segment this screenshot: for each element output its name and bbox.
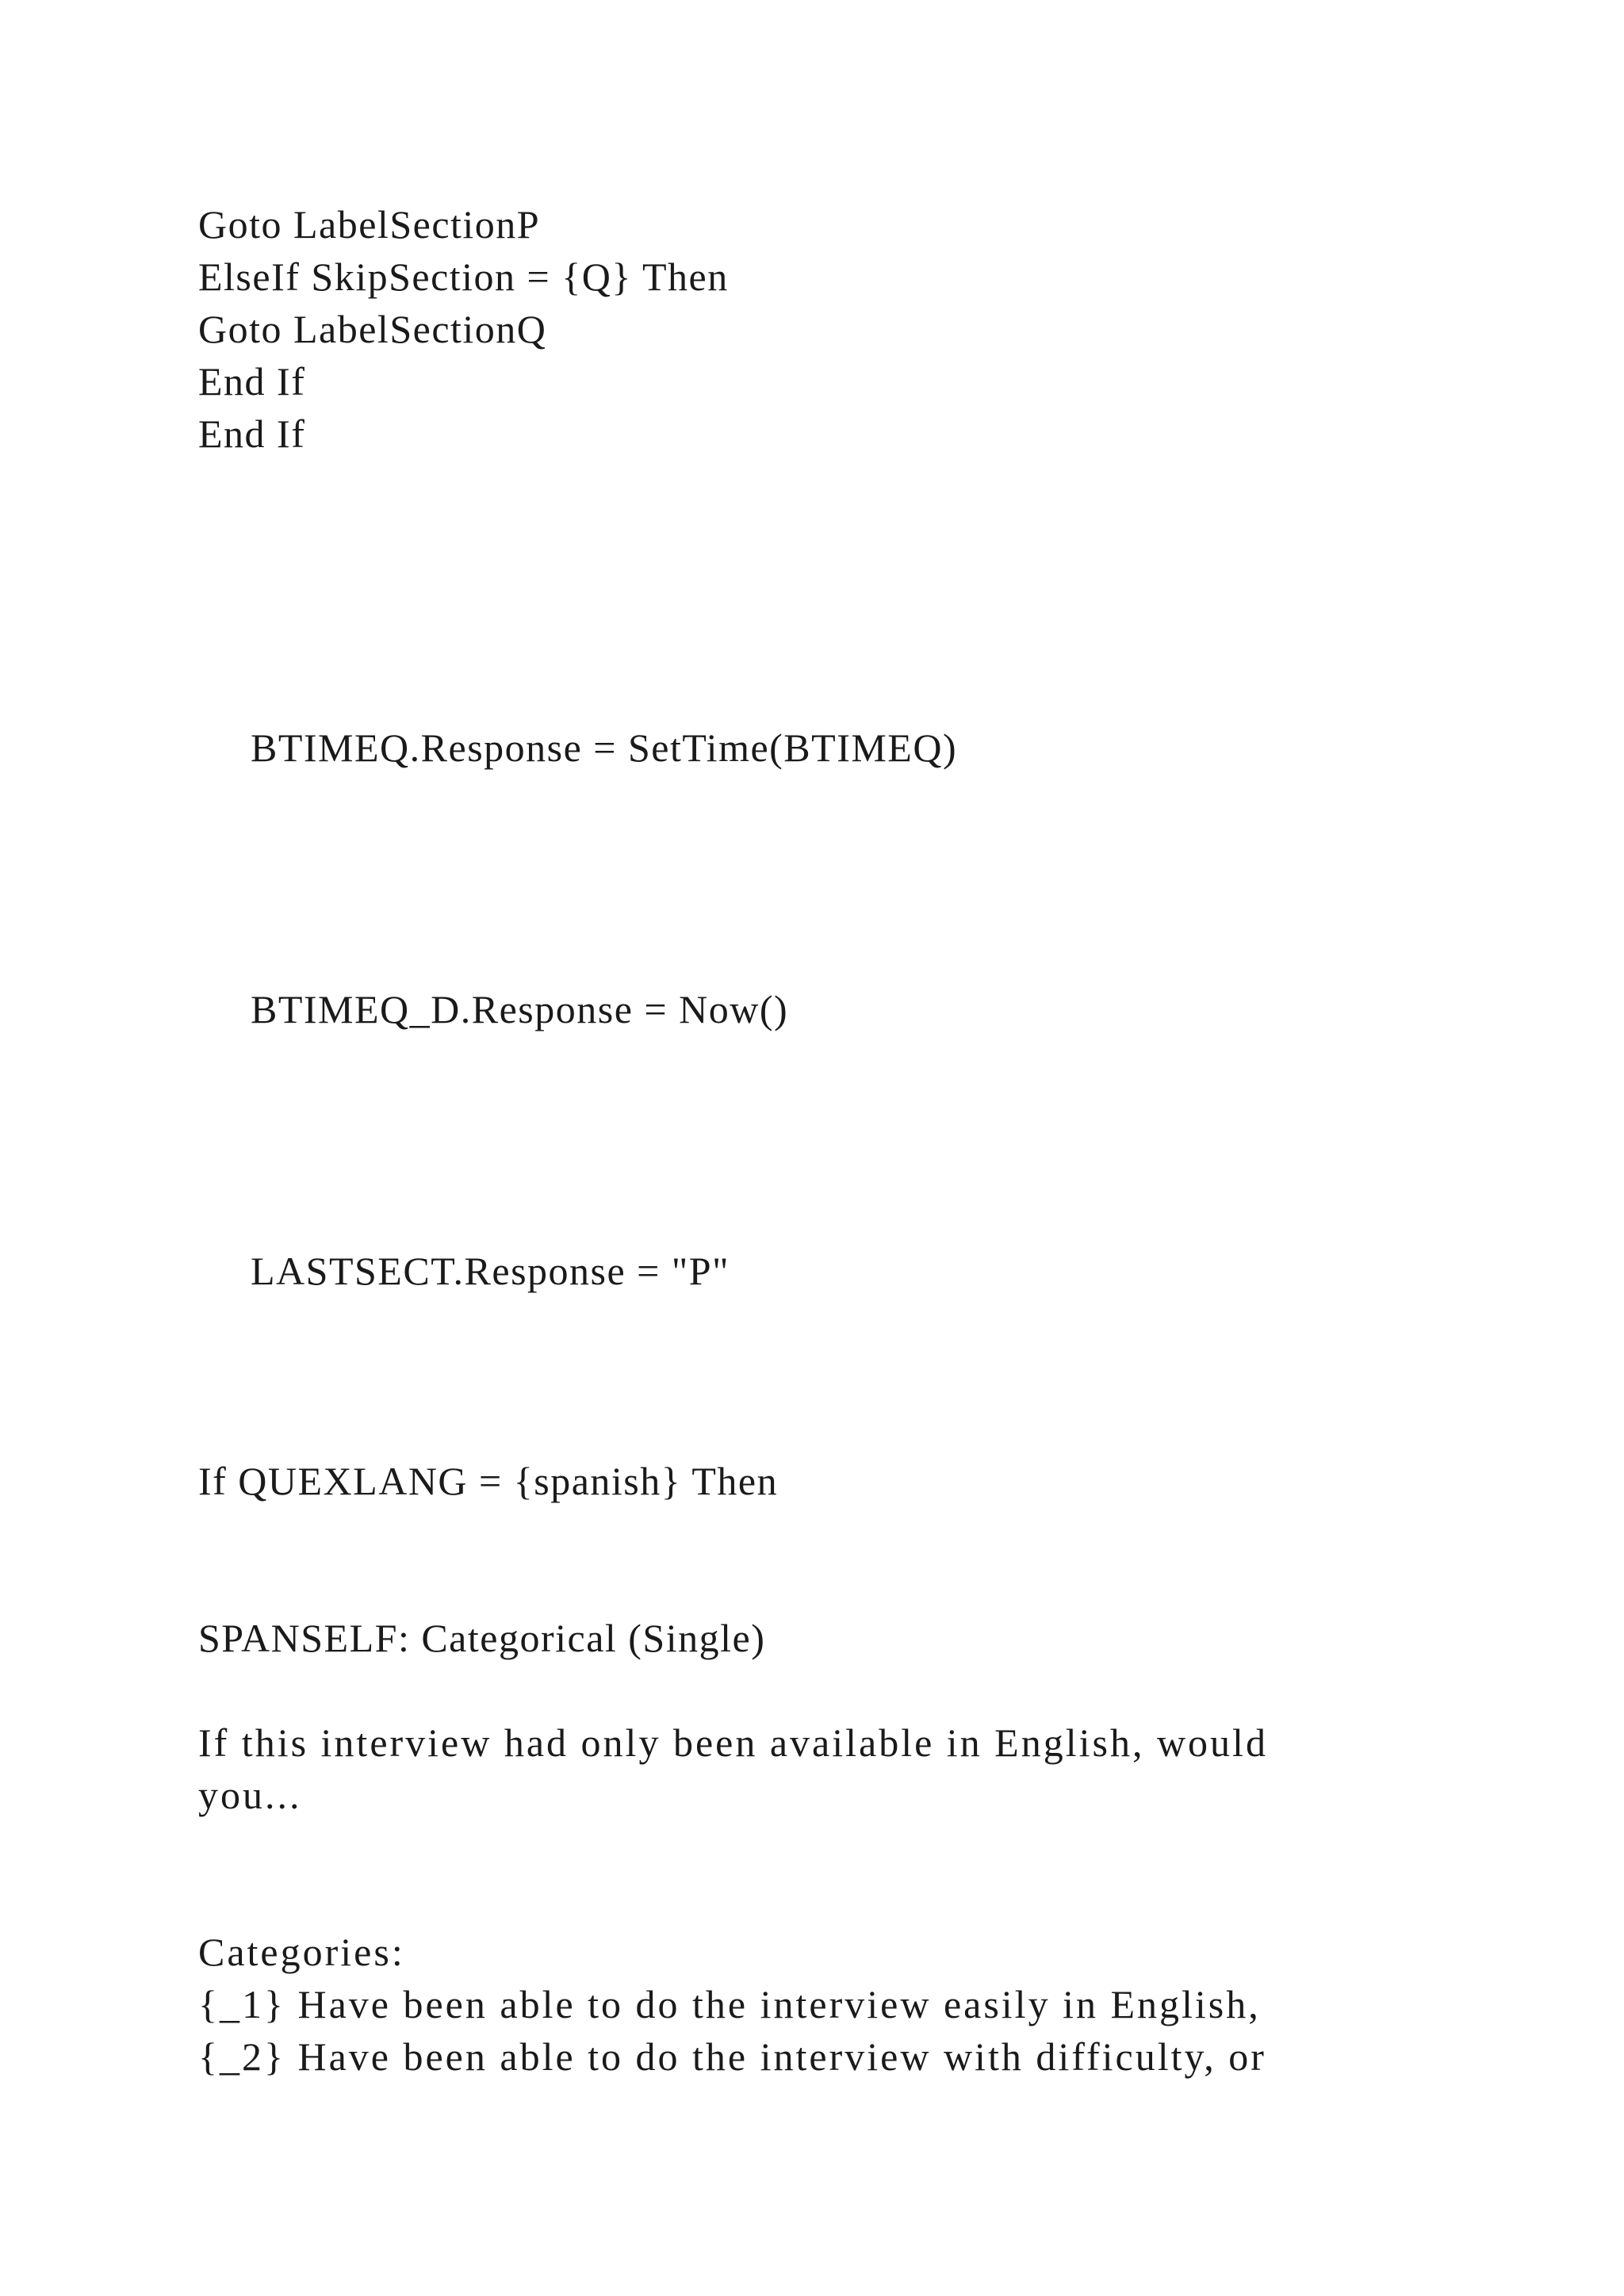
categories-label: Categories: [198, 1930, 405, 1974]
lastsect-assignment: LASTSECT.Response = "P" [251, 1249, 730, 1293]
category-option: {_2} Have been able to do the interview with difficulty, or [198, 2034, 1266, 2079]
code-line: Goto LabelSectionQ [198, 307, 547, 351]
code-line: End If [198, 411, 306, 456]
category-option: {_1} Have been able to do the interview easily in English, [198, 1982, 1261, 2026]
question-text-line: If this interview had only been available in English, would [198, 1720, 1268, 1765]
code-line: Goto LabelSectionP [198, 202, 541, 247]
spanself-header: SPANSELF: Categorical (Single) [198, 1616, 766, 1660]
btimeq-assignment: BTIMEQ.Response = SetTime(BTIMEQ) [251, 725, 958, 770]
if-quexlang-condition: If QUEXLANG = {spanish} Then [198, 1459, 779, 1503]
question-text-line: you... [198, 1773, 302, 1817]
btimeq-d-assignment: BTIMEQ_D.Response = Now() [251, 987, 789, 1031]
code-line: ElseIf SkipSection = {Q} Then [198, 254, 729, 299]
code-line: End If [198, 359, 306, 404]
